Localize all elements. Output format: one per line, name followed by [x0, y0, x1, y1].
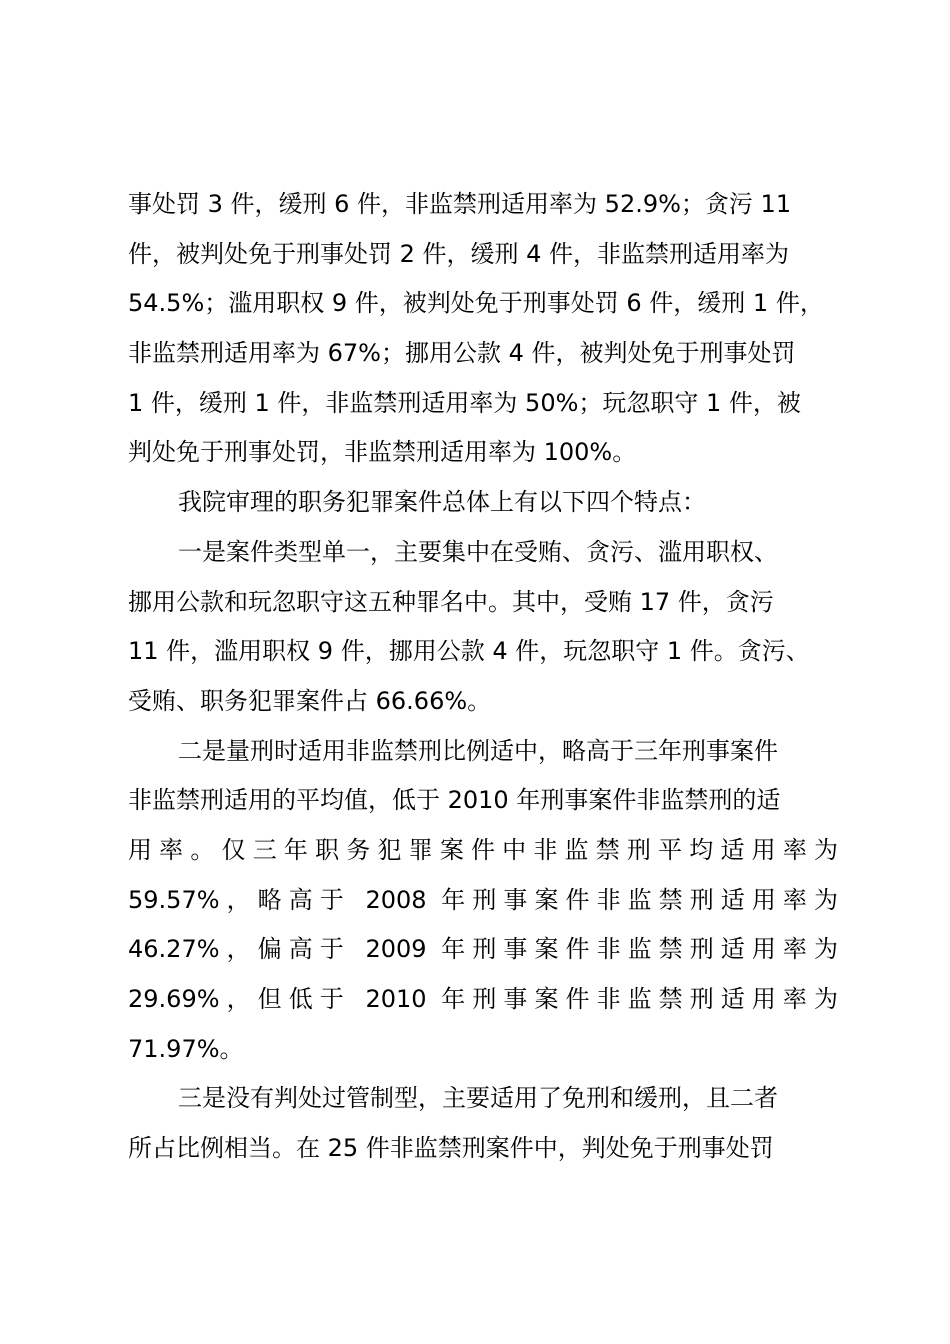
body-text [128, 180, 838, 1174]
text-line: 29.69%，但低于 2010 年刑事案件非监禁刑适用率为 [128, 985, 838, 1013]
text-line: 受贿、职务犯罪案件占 66.66%。 [128, 686, 492, 715]
text-line: 非监禁刑适用率为 67%；挪用公款 4 件，被判处免于刑事处罚 [128, 339, 796, 368]
paragraph-start: 三是没有判处过管制型，主要适用了免刑和缓刑，且二者 [178, 1084, 778, 1113]
paragraph-start: 我院审理的职务犯罪案件总体上有以下四个特点： [178, 488, 706, 517]
text-line: 件，被判处免于刑事处罚 2 件，缓刑 4 件，非监禁刑适用率为 [128, 239, 790, 268]
text-line: 所占比例相当。在 25 件非监禁刑案件中，判处免于刑事处罚 [128, 1134, 774, 1163]
text-line: 事处罚 3 件，缓刑 6 件，非监禁刑适用率为 52.9%；贪污 11 [128, 190, 792, 218]
text-line: 11 件，滥用职权 9 件，挪用公款 4 件，玩忽职守 1 件。贪污、 [128, 637, 810, 666]
text-line: 54.5%；滥用职权 9 件，被判处免于刑事处罚 6 件，缓刑 1 件， [128, 289, 824, 318]
text-line: 1 件，缓刑 1 件，非监禁刑适用率为 50%；玩忽职守 1 件，被 [128, 388, 801, 417]
text-line: 非监禁刑适用的平均值，低于 2010 年刑事案件非监禁刑的适 [128, 786, 781, 815]
paragraph-start: 二是量刑时适用非监禁刑比例适中，略高于三年刑事案件 [178, 736, 778, 765]
text-line: 用率。仅三年职务犯罪案件中非监禁刑平均适用率为 [128, 835, 838, 864]
text-line: 判处免于刑事处罚，非监禁刑适用率为 100%。 [128, 438, 637, 467]
text-line: 挪用公款和玩忽职守这五种罪名中。其中，受贿 17 件，贪污 [128, 587, 774, 616]
text-line: 71.97%。 [128, 1034, 244, 1063]
text-line: 59.57%，略高于 2008 年刑事案件非监禁刑适用率为 [128, 885, 838, 914]
paragraph-start: 一是案件类型单一，主要集中在受贿、贪污、滥用职权、 [178, 537, 778, 566]
text-line: 46.27%，偏高于 2009 年刑事案件非监禁刑适用率为 [128, 935, 838, 964]
